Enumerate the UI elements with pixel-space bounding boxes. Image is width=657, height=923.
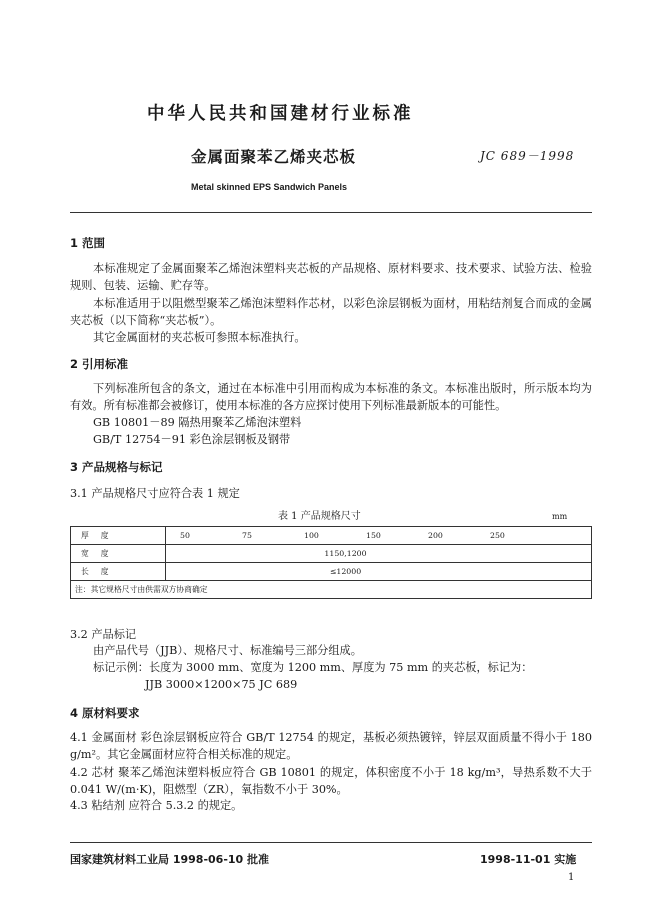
section-1-para-3: 其它金属面材的夹芯板可参照本标准执行。: [93, 331, 306, 344]
standard-title: 金属面聚苯乙烯夹芯板: [191, 148, 357, 166]
section-4-heading: 4 原材料要求: [70, 706, 140, 720]
reference-2: GB/T 12754－91 彩色涂层钢板及钢带: [93, 433, 291, 446]
row-label-width: 宽度: [71, 545, 166, 563]
thickness-values: [166, 527, 592, 545]
english-title: Metal skinned EPS Sandwich Panels: [191, 182, 348, 192]
table-title: 表 1 产品规格尺寸: [278, 511, 361, 522]
table-row: [71, 563, 592, 581]
clause-3-1: 3.1 产品规格尺寸应符合表 1 规定: [70, 487, 240, 500]
length-value: ≤12000: [166, 563, 592, 581]
footer-divider: [70, 842, 592, 843]
thickness-value: 75: [242, 531, 252, 540]
section-2-para-1: 下列标准所包含的条文，通过在本标准中引用而构成为本标准的条文。本标准出版时，所示版本均为有效。所有标准都会被修订，使用本标准的各方应探讨使用下列标准最新版本的可能性。: [70, 382, 592, 412]
table-row: [71, 545, 592, 563]
table-unit: mm: [552, 512, 568, 521]
row-label-length: 长度: [71, 563, 166, 581]
width-value: 1150,1200: [166, 545, 592, 563]
clause-3-2: 3.2 产品标记: [70, 628, 137, 641]
thickness-value: 200: [428, 531, 443, 540]
spec-table: [70, 526, 592, 599]
reference-1: GB 10801－89 隔热用聚苯乙烯泡沫塑料: [93, 416, 302, 429]
org-title: 中华人民共和国建材行业标准: [147, 104, 414, 124]
clause-3-2-para-2: 标记示例：长度为 3000 mm、宽度为 1200 mm、厚度为 75 mm 的夹芯板，标记为：: [93, 661, 533, 674]
standard-number: JC 689－1998: [480, 149, 575, 163]
section-3-heading: 3 产品规格与标记: [70, 460, 163, 474]
section-2-heading: 2 引用标准: [70, 357, 129, 371]
section-1-heading: 1 范围: [70, 236, 106, 250]
header-divider: [70, 212, 592, 213]
approval-line: 国家建筑材料工业局 1998-06-10 批准: [70, 853, 270, 866]
row-label-thickness: 厚度: [71, 527, 166, 545]
clause-4-1: 4.1 金属面材 彩色涂层钢板应符合 GB/T 12754 的规定，基板必须热镀锌，锌层双面质量不得小于 180 g/m²。其它金属面材应符合相关标准的规定。: [70, 731, 592, 761]
thickness-value: 100: [304, 531, 319, 540]
clause-4-2: 4.2 芯材 聚苯乙烯泡沫塑料板应符合 GB 10801 的规定，体积密度不小于 18 kg/m³，导热系数不大于 0.041 W/(m·K)，阻燃型（ZR），氧指数不小于 30%。: [70, 766, 592, 796]
thickness-value: 50: [180, 531, 190, 540]
effective-date: 1998-11-01 实施: [480, 853, 577, 866]
section-1-para-1: 本标准规定了金属面聚苯乙烯泡沫塑料夹芯板的产品规格、原材料要求、技术要求、试验方法、检验规则、包装、运输、贮存等。: [70, 262, 592, 292]
thickness-value: 150: [366, 531, 381, 540]
clause-4-3: 4.3 粘结剂 应符合 5.3.2 的规定。: [70, 799, 243, 812]
section-1-para-2: 本标准适用于以阻燃型聚苯乙烯泡沫塑料作芯材，以彩色涂层钢板为面材，用粘结剂复合而成的金属夹芯板（以下简称“夹芯板”）。: [70, 297, 592, 327]
page-number: 1: [568, 872, 575, 883]
table-row: [71, 527, 592, 545]
marking-example: JJB 3000×1200×75 JC 689: [145, 678, 298, 691]
table-note: 注：其它规格尺寸由供需双方协商确定: [71, 581, 592, 599]
thickness-value: 250: [490, 531, 505, 540]
table-row: [71, 581, 592, 599]
clause-3-2-para-1: 由产品代号（JJB）、规格尺寸、标准编号三部分组成。: [93, 644, 362, 657]
